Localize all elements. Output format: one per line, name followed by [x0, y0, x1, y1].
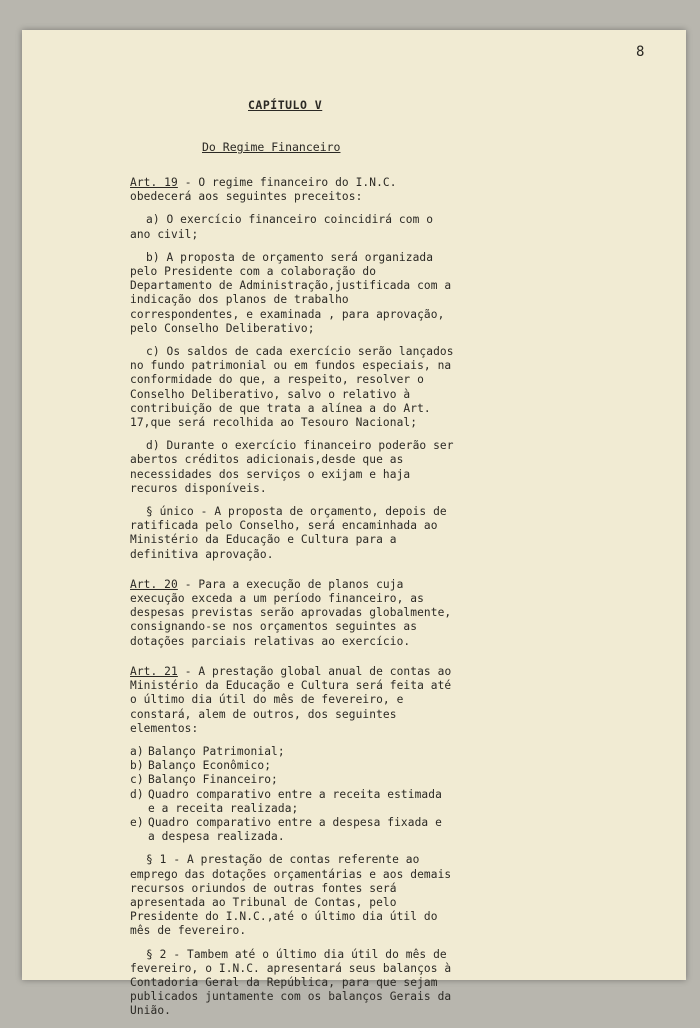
art19-intro: [130, 176, 454, 204]
list-item-text: Balanço Patrimonial;: [148, 744, 285, 758]
art20-text: - Para a execução de planos cuja execução exceda a um período financeiro, as despesas previstas serão aprovadas globalmente, consignando-se nos orçamentos seguintes as dotações parciais relativas ao exercício.: [130, 577, 452, 648]
art21-item-list: [130, 745, 454, 844]
art19-item-a: a) O exercício financeiro coincidirá com o ano civil;: [130, 213, 434, 241]
list-item-text: Balanço Econômico;: [148, 759, 272, 773]
art21-intro: [130, 665, 454, 736]
document-body: [130, 176, 454, 1028]
chapter-heading: CAPÍTULO V: [248, 98, 323, 112]
section-heading: Do Regime Financeiro: [202, 140, 341, 154]
list-item: [130, 773, 454, 787]
page-number: 8: [636, 44, 645, 60]
list-item: [130, 788, 454, 816]
list-item: [130, 745, 454, 759]
list-item-text: Quadro comparativo entre a despesa fixada e a despesa realizada.: [148, 815, 442, 844]
art21-label: Art. 21: [130, 664, 178, 678]
art20-paragraph: [130, 578, 454, 649]
art19-item-d: d) Durante o exercício financeiro poderão ser abertos créditos adicionais,desde que as necessidades dos serviços o exijam e haja recuros disponíveis.: [130, 439, 454, 495]
art21-paragrafo-2: § 2 - Tambem até o último dia útil do mês de fevereiro, o I.N.C. apresentará seus balanços à Contadoria Geral da República, para que sejam publicados juntamente com os balanços Gerais da União.: [130, 947, 452, 1018]
list-item-label: e): [130, 815, 144, 829]
list-item-text: Balanço Financeiro;: [148, 773, 278, 787]
list-item: [130, 816, 454, 844]
art19-intro-text: - O regime financeiro do I.N.C. obedecerá aos seguintes preceitos:: [130, 176, 397, 204]
list-item-text: Quadro comparativo entre a receita estimada e a receita realizada;: [148, 787, 442, 815]
list-item-label: d): [130, 787, 144, 801]
list-item-label: b): [130, 759, 144, 773]
art19-label: Art. 19: [130, 176, 178, 189]
art20-label: Art. 20: [130, 577, 178, 591]
list-item-label: a): [130, 744, 144, 758]
art19-item-c: c) Os saldos de cada exercício serão lançados no fundo patrimonial ou em fundos especiais, na conformidade do que, a respeito, resolver o Conselho Deliberativo, salvo o relativo à contribuição de que trata a alínea a do Art. 17,que será recolhida ao Tesouro Nacional;: [130, 345, 454, 430]
art19-paragrafo-unico: § único - A proposta de orçamento, depois de ratificada pelo Conselho, será encaminhada ao Ministério da Educação e Cultura para a definitiva aprovação.: [130, 505, 447, 561]
art19-item-b: b) A proposta de orçamento será organizada pelo Presidente com a colaboração do Departamento de Administração,justificada com a indicação dos planos de trabalho correspondentes, e examinada , para aprovação, pelo Conselho Deliberativo;: [130, 250, 452, 335]
art21-paragrafo-1: § 1 - A prestação de contas referente ao emprego das dotações orçamentárias e aos demais recursos oriundos de outras fontes será apresentada ao Tribunal de Contas, pelo Presidente do I.N.C.,até o último dia útil do mês de fevereiro.: [130, 853, 452, 938]
list-item-label: c): [130, 773, 144, 787]
list-item: [130, 759, 454, 773]
art21-intro-text: - A prestação global anual de contas ao Ministério da Educação e Cultura será feita até o último dia útil do mês de fevereiro, e constará, alem de outros, dos seguintes elementos:: [130, 664, 452, 735]
